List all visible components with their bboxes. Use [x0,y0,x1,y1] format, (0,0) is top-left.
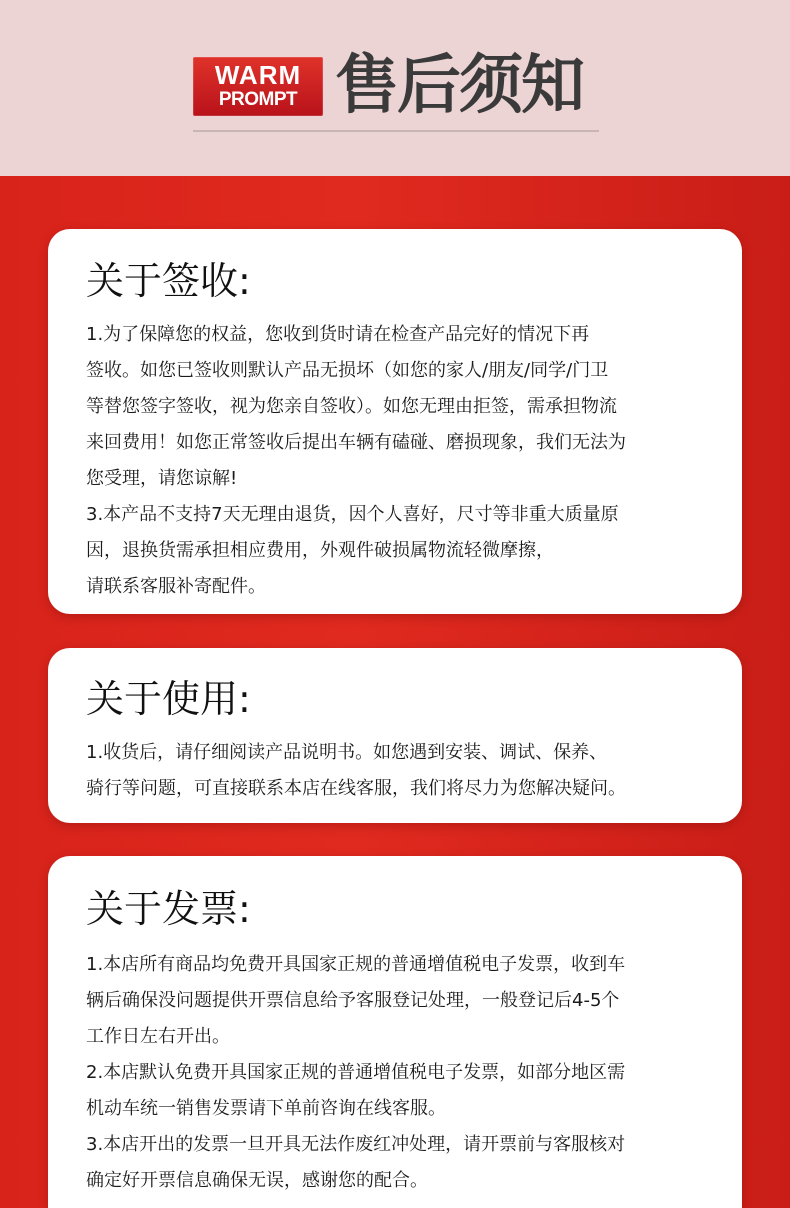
card-invoice [48,856,742,1208]
text-line: 签收。如您已签收则默认产品无损坏（如您的家人/朋友/同学/门卫 [86,360,609,381]
page-title: 售后须知 [335,49,583,123]
badge-line-warm: WARM [214,60,302,90]
text-line: 请联系客服补寄配件。 [86,576,266,597]
text-line: 3.本店开出的发票一旦开具无法作废红冲处理，请开票前与客服核对 [86,1134,626,1155]
header-divider [193,130,599,132]
card-signing [48,229,742,614]
badge-line-prompt: PROMPT [218,89,298,110]
text-line: 您受理，请您谅解! [86,468,238,489]
text-line: 辆后确保没问题提供开票信息给予客服登记处理，一般登记后4-5个 [86,990,620,1011]
text-line: 2.本店默认免费开具国家正规的普通增值税电子发票，如部分地区需 [86,1062,626,1083]
section-heading-usage: 关于使用: [86,677,251,721]
text-line: 机动车统一销售发票请下单前咨询在线客服。 [86,1098,446,1119]
text-line: 骑行等问题，可直接联系本店在线客服，我们将尽力为您解决疑问。 [86,778,626,799]
warm-prompt-badge [193,57,323,116]
text-line: 确定好开票信息确保无误，感谢您的配合。 [86,1170,428,1191]
text-line: 1.收货后，请仔细阅读产品说明书。如您遇到安装、调试、保养、 [86,742,608,763]
text-line: 来回费用！如您正常签收后提出车辆有磕碰、磨损现象，我们无法为 [86,432,626,453]
header-banner [0,0,790,176]
text-line: 等替您签字签收，视为您亲自签收）。如您无理由拒签，需承担物流 [86,396,617,417]
section-heading-signing: 关于签收: [86,259,251,303]
text-line: 1.为了保障您的权益，您收到货时请在检查产品完好的情况下再 [86,324,590,345]
text-line: 因，退换货需承担相应费用，外观件破损属物流轻微摩擦， [86,540,554,561]
text-line: 1.本店所有商品均免费开具国家正规的普通增值税电子发票，收到车 [86,954,626,975]
text-line: 3.本产品不支持7天无理由退货，因个人喜好，尺寸等非重大质量原 [86,504,619,525]
text-line: 工作日左右开出。 [86,1026,230,1047]
section-heading-invoice: 关于发票: [86,887,251,931]
card-usage [48,648,742,823]
